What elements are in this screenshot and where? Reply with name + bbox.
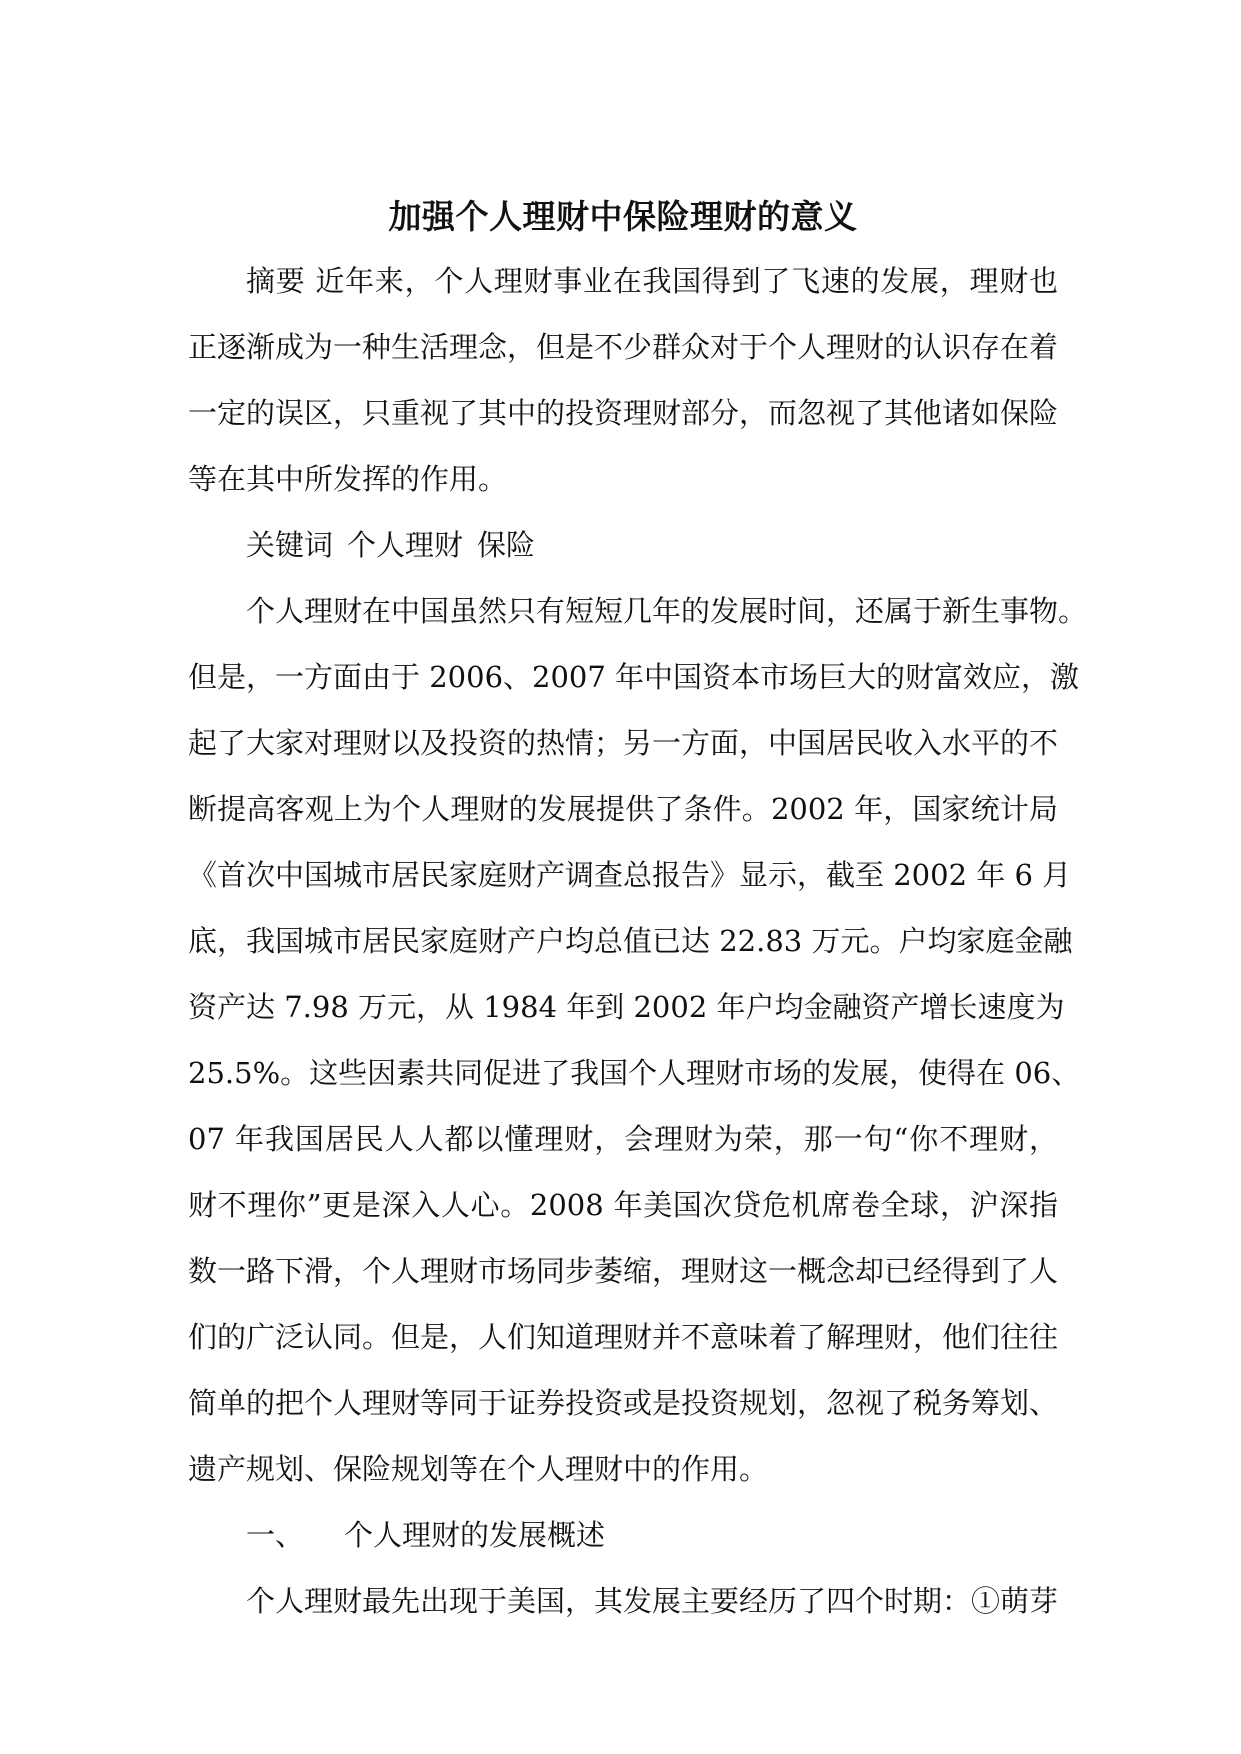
body-line-8: 25.5%。这些因素共同促进了我国个人理财市场的发展，使得在 06、 <box>188 1056 1081 1090</box>
body-line-10: 财不理你”更是深入人心。2008 年美国次贷危机席卷全球，沪深指 <box>188 1188 1058 1222</box>
abstract-paragraph <box>188 248 1058 512</box>
body-line-13: 简单的把个人理财等同于证券投资或是投资规划，忽视了税务筹划、 <box>188 1386 1059 1420</box>
section-heading-line <box>188 1502 1058 1568</box>
abstract-line-2: 正逐渐成为一种生活理念，但是不少群众对于个人理财的认识存在着 <box>188 330 1059 364</box>
abstract-line-1: 摘要 近年来，个人理财事业在我国得到了飞速的发展，理财也 <box>246 264 1058 298</box>
keyword-term-2: 保险 <box>477 528 536 562</box>
body-line-7: 资产达 7.98 万元，从 1984 年到 2002 年户均金融资产增长速度为 <box>188 990 1065 1024</box>
keywords-line <box>188 512 1058 578</box>
body-line-9: 07 年我国居民人人都以懂理财，会理财为荣，那一句“你不理财， <box>188 1122 1058 1156</box>
document-title: 加强个人理财中保险理财的意义 <box>388 197 858 236</box>
keyword-term-1: 个人理财 <box>347 528 464 562</box>
keywords-label: 关键词 <box>246 528 334 562</box>
abstract-line-4: 等在其中所发挥的作用。 <box>188 462 508 496</box>
body-paragraph <box>188 578 1088 1502</box>
body-line-6: 底，我国城市居民家庭财产户均总值已达 22.83 万元。户均家庭金融 <box>188 924 1073 958</box>
section-number: 一、 <box>246 1518 305 1552</box>
final-line: 个人理财最先出现于美国，其发展主要经历了四个时期：①萌芽 <box>246 1584 1059 1618</box>
keywords-paragraph <box>188 512 1058 578</box>
body-line-12: 们的广泛认同。但是，人们知道理财并不意味着了解理财，他们往往 <box>188 1320 1059 1354</box>
document-content <box>188 190 1088 1634</box>
body-line-3: 起了大家对理财以及投资的热情；另一方面，中国居民收入水平的不 <box>188 726 1059 760</box>
section-heading <box>188 1502 1058 1568</box>
body-line-14: 遗产规划、保险规划等在个人理财中的作用。 <box>188 1452 769 1486</box>
final-paragraph <box>188 1568 1058 1634</box>
body-line-11: 数一路下滑，个人理财市场同步萎缩，理财这一概念却已经得到了人 <box>188 1254 1059 1288</box>
section-title: 个人理财的发展概述 <box>344 1518 606 1552</box>
body-line-5: 《首次中国城市居民家庭财产调查总报告》显示，截至 2002 年 6 月 <box>188 858 1072 892</box>
body-line-1: 个人理财在中国虽然只有短短几年的发展时间，还属于新生事物。 <box>246 594 1088 628</box>
body-line-2: 但是，一方面由于 2006、2007 年中国资本市场巨大的财富效应，激 <box>188 660 1080 694</box>
abstract-line-3: 一定的误区，只重视了其中的投资理财部分，而忽视了其他诸如保险 <box>188 396 1059 430</box>
body-line-4: 断提高客观上为个人理财的发展提供了条件。2002 年，国家统计局 <box>188 792 1058 826</box>
